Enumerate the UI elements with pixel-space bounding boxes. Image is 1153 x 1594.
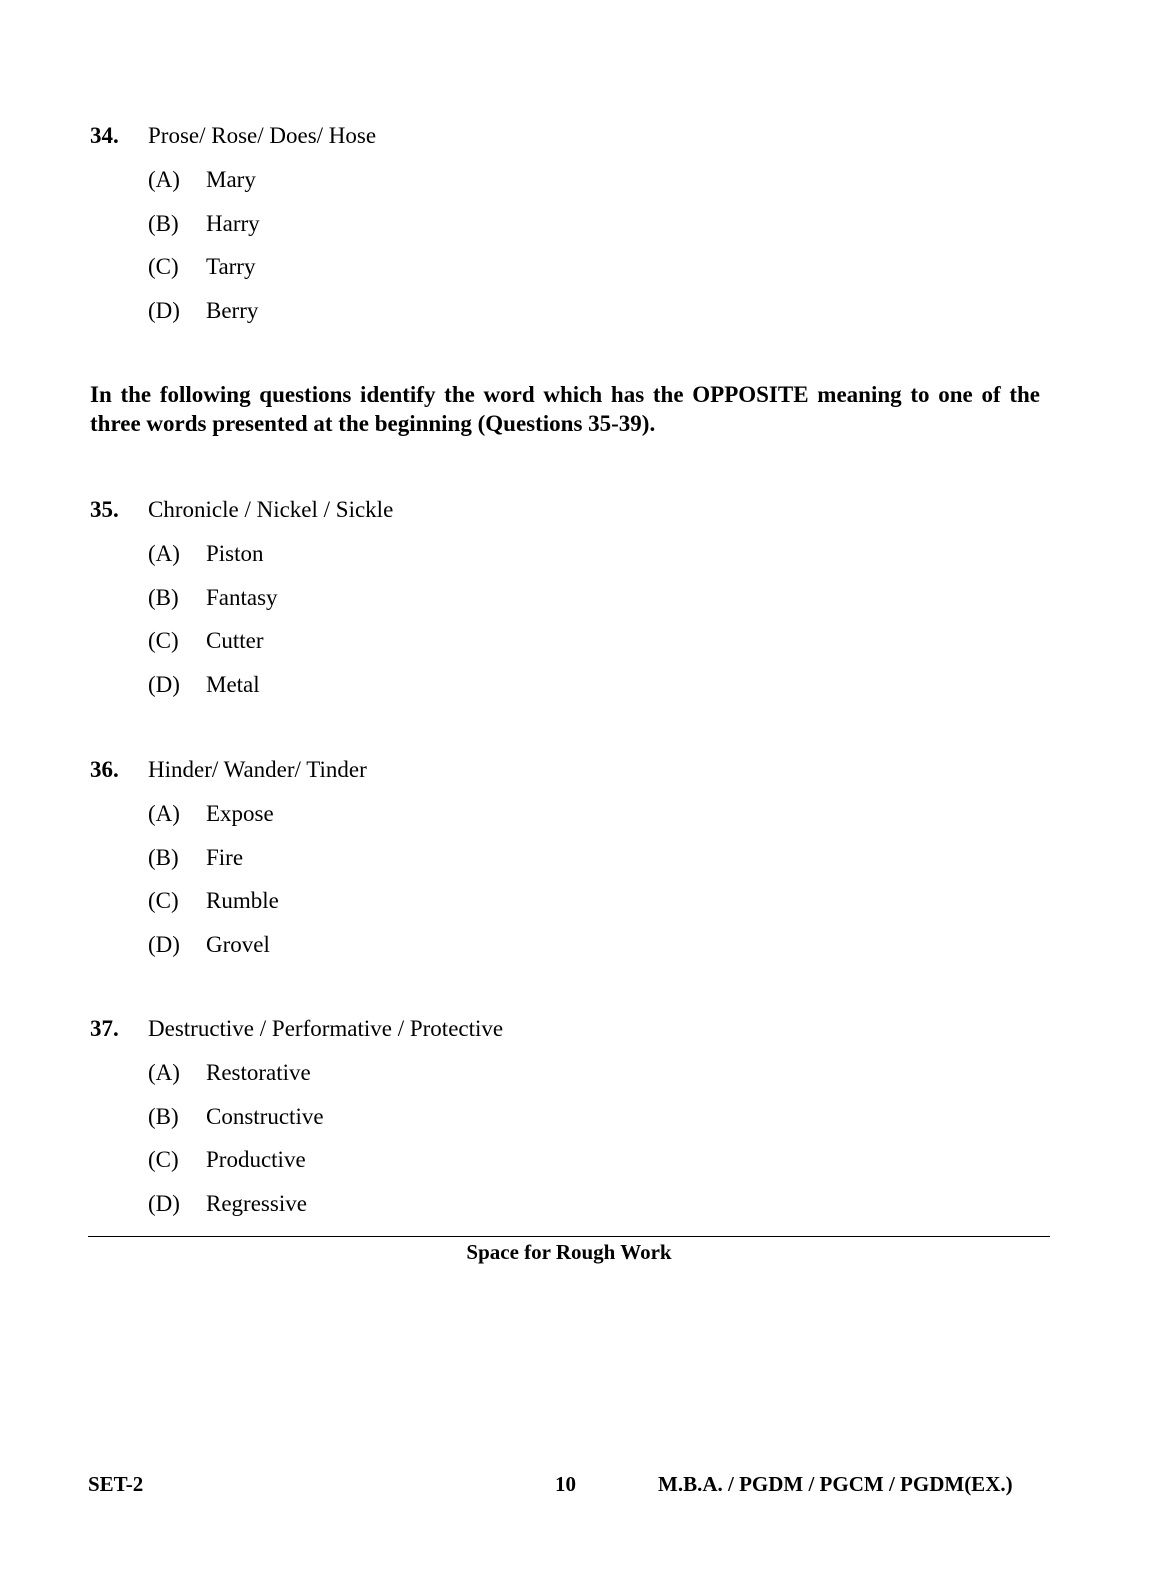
option-c: (C) Rumble — [148, 888, 279, 913]
question-35 — [90, 488, 1050, 706]
option-b: (B) Fantasy — [148, 584, 278, 610]
question-number: 34. — [90, 123, 119, 148]
option-c: (C) Productive — [148, 1147, 306, 1172]
rough-work-label: Space for Rough Work — [466, 1240, 672, 1264]
question-stem: Destructive / Performative / Protective — [148, 1016, 504, 1041]
option-d: (D) Berry — [148, 297, 259, 323]
option-a: (A) Expose — [148, 801, 274, 826]
question-stem: Hinder/ Wander/ Tinder — [148, 757, 367, 782]
option-b: (B) Harry — [148, 210, 260, 236]
question-number: 37. — [90, 1016, 119, 1041]
option-a: (A) Mary — [148, 167, 256, 192]
option-a: (A) Restorative — [148, 1060, 311, 1085]
option-d: (D) Grovel — [148, 931, 270, 957]
option-c: (C) Tarry — [148, 254, 256, 279]
question-34 — [90, 114, 1050, 332]
option-a: (A) Piston — [148, 541, 264, 566]
footer-page-number: 10 — [555, 1472, 576, 1496]
question-stem: Chronicle / Nickel / Sickle — [148, 497, 394, 522]
option-d: (D) Metal — [148, 671, 260, 697]
option-b: (B) Constructive — [148, 1103, 324, 1129]
question-number: 36. — [90, 757, 119, 782]
question-number: 35. — [90, 497, 119, 522]
footer-course: M.B.A. / PGDM / PGCM / PGDM(EX.) — [658, 1472, 1013, 1496]
footer-set: SET-2 — [88, 1472, 144, 1496]
question-37 — [90, 1007, 1050, 1225]
rough-work-divider — [88, 1236, 1050, 1237]
option-d: (D) Regressive — [148, 1190, 307, 1216]
option-b: (B) Fire — [148, 844, 244, 870]
question-36 — [90, 748, 1050, 966]
section-instruction: In the following questions identify the word which has the OPPOSITE meaning to one of the three words presented at the beginning (Questions 35-39). — [90, 382, 1040, 436]
option-c: (C) Cutter — [148, 628, 264, 653]
question-stem: Prose/ Rose/ Does/ Hose — [148, 123, 377, 148]
